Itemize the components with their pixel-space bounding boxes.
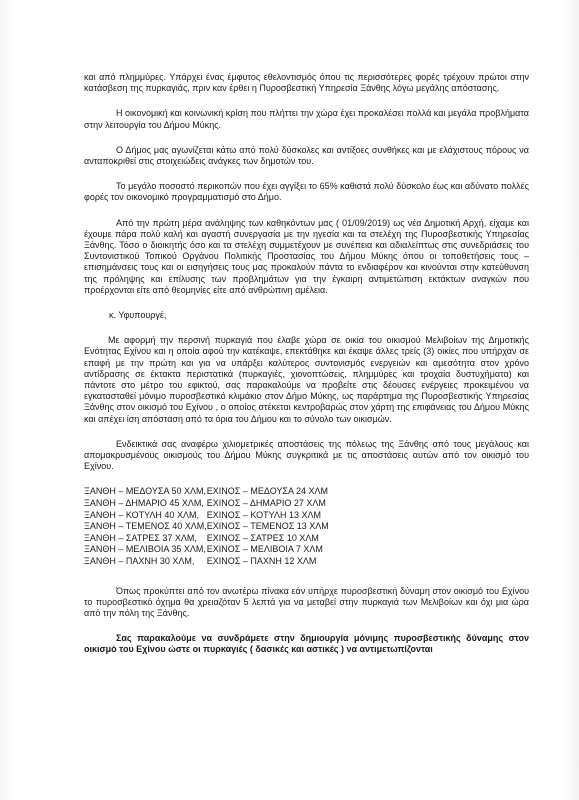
- echinos-distance: ΕΧΙΝΟΣ – ΜΕΛΙΒΟΙΑ 7 ΧΛΜ: [206, 544, 323, 555]
- table-row: [84, 521, 329, 533]
- xanthi-distance: ΞΑΝΘΗ – ΣΑΤΡΕΣ 37 ΧΛΜ,: [84, 532, 197, 543]
- paragraph-budget-cuts: Το μεγάλο ποσοστό περικοπών που έχει αγγίξει το 65% καθιστά πολύ δύσκολο έως και αδύνατο πολλές φορές τον οικονομικό προγραμματισμό στο Δήμο.: [84, 181, 529, 203]
- echinos-distance: ΕΧΙΝΟΣ – ΔΗΜΑΡΙΟ 27 ΧΛΜ: [206, 498, 326, 509]
- table-row: [84, 498, 329, 510]
- paragraph-economic-crisis: Η οικονομική και κοινωνική κρίση που πλήττει την χώρα έχει προκαλέσει πολλά και μεγάλα προβλήματα στην λειτουργία του Δήμου Μύκης.: [84, 108, 529, 130]
- echinos-distance: ΕΧΙΝΟΣ – ΚΟΤΥΛΗ 13 ΧΛΜ: [206, 509, 321, 520]
- xanthi-distance: ΞΑΝΘΗ – ΤΕΜΕΝΟΣ 40 ΧΛΜ,: [84, 521, 207, 532]
- table-row: [84, 544, 329, 556]
- xanthi-distance: ΞΑΝΘΗ – ΠΑΧΝΗ 30 ΧΛΜ,: [84, 556, 195, 567]
- table-row: [84, 510, 329, 522]
- paragraph-conclusion: Όπως προκύπτει από τον ανωτέρω πίνακα εάν υπήρχε πυροσβεστική δύναμη στον οικισμό του Εχίνου το πυροσβεστικό όχημα θα χρειαζόταν 5 λεπτά για να μεταβεί στην πυρκαγιά των Μελιβοίων και όχι μια ώρα από την πόλη της Ξάνθης.: [84, 585, 529, 619]
- echinos-distance: ΕΧΙΝΟΣ – ΠΑΧΝΗ 12 ΧΛΜ: [206, 556, 317, 567]
- xanthi-distance: ΞΑΝΘΗ – ΜΕΛΙΒΟΙΑ 35 ΧΛΜ,: [84, 544, 206, 555]
- xanthi-distance: ΞΑΝΘΗ – ΜΕΔΟΥΣΑ 50 ΧΛΜ,: [84, 486, 206, 497]
- echinos-distance: ΕΧΙΝΟΣ – ΜΕΔΟΥΣΑ 24 ΧΛΜ: [206, 486, 329, 497]
- xanthi-distance: ΞΑΝΘΗ – ΚΟΤΥΛΗ 40 ΧΛΜ,: [84, 509, 199, 520]
- xanthi-distance: ΞΑΝΘΗ – ΔΗΜΑΡΙΟ 45 ΧΛΜ,: [84, 498, 204, 509]
- paragraph-fire-request: Με αφορμή την περσινή πυρκαγιά που έλαβε χώρα σε οικία του οικισμού Μελιβοίων της Δημοτικής Ενότητας Εχίνου και η οποία αφού την κατέκαψε, επεκτάθηκε και έκαψε άλλες τρείς (3) οικίες που υπήρχαν σε επαφή με την πρώτη και για να υπάρξει καλύτερος συντονισμός ενεργειών και αμεσότητα στον χρόνο αντίδρασης σε έκτακτα περιστατικά (πυρκαγιές, χιονοπτώσεις, πλημμύρες και τροχαία δυστυχήματα) και πάντοτε στο μέτρο του εφικτού, σας παρακαλούμε να προβείτε στις δέουσες ενέργειες προκειμένου να εγκατασταθεί μόνιμο πυροσβεστικό κλιμάκιο στον Δήμο Μύκης, ως παράρτημα της Πυροσβεστικής Υπηρεσίας Ξάνθης στον οικισμό του Εχίνου , ο οποίος στέκεται κεντροβαρώς στον χάρτη της επιφάνειας του Δήμου Μύκης και απέχει ίση απόσταση από τα όρια του Δήμου και το σύνολο των οικισμών.: [84, 335, 529, 424]
- paragraph-distances-intro: Ενδεικτικά σας αναφέρω χιλιομετρικές αποστάσεις της πόλεως της Ξάνθης από τους μεγάλους και απομακρυσμένους οικισμούς του Δήμου Μύκης συγκριτικά με τις αποστάσεις αυτών από τον οικισμό του Εχίνου.: [84, 438, 529, 472]
- distance-table: [84, 486, 329, 567]
- letter-body: [84, 72, 529, 670]
- paragraph-cooperation: Από την πρώτη μέρα ανάληψης των καθηκόντων μας ( 01/09/2019) ως νέα Δημοτική Αρχή, είχαμε και έχουμε πάρα πολύ καλή και αγαστή συνεργασία με την ηγεσία και τα στελέχη της Πυροσβεστικής Υπηρεσίας Ξάνθης. Τόσο ο διοικητής όσο και τα στελέχη συμμετέχουν με συνέπεια και αδιαλείπτως στις συνεδριάσεις του Συντονιστικού Τοπικού Οργάνου Πολιτικής Προστασίας του Δήμου Μύκης όπου οι τοποθετήσεις τους – επισημάνσεις τους και οι εισηγήσεις τους μας προκαλούν πάντα το ενδιαφέρον και κινούνται στην κατεύθυνση της πρόληψης και επίλυσης των προβλημάτων για την έγκαιρη αντιμετώπιση εκτάκτων αναγκών που προέρχονται είτε από θεομηνίες είτε από ανθρώπινη αμέλεια.: [84, 217, 529, 295]
- salutation: κ. Υφυπουργέ,: [109, 310, 167, 321]
- table-row: [84, 486, 329, 498]
- echinos-distance: ΕΧΙΝΟΣ – ΤΕΜΕΝΟΣ 13 ΧΛΜ: [206, 521, 329, 532]
- paragraph-closing-request: Σας παρακαλούμε να συνδράμετε στην δημιουργία μόνιμης πυροσβεστικής δύναμης στον οικισμό του Εχίνου ώστε οι πυρκαγιές ( δασικές και αστικές ) να αντιμετωπίζονται: [84, 633, 529, 655]
- paragraph-municipality-struggle: Ο Δήμος μας αγωνίζεται κάτω από πολύ δύσκολες και αντίξοες συνθήκες και με ελάχιστους πόρους να ανταποκριθεί στις στοιχειώδεις ανάγκες των δημοτών του.: [84, 144, 529, 167]
- table-row: [84, 533, 329, 545]
- echinos-distance: ΕΧΙΝΟΣ – ΣΑΤΡΕΣ 10 ΧΛΜ: [206, 532, 319, 543]
- table-row: [84, 556, 329, 568]
- paragraph-volunteerism: και από πλημμύρες. Υπάρχει ένας έμφυτος εθελοντισμός όπου τις περισσότερες φορές τρέχουν πρώτοι στην κατάσβεση της πυρκαγιάς, πριν καν έρθει η Πυροσβεστική Υπηρεσία Ξάνθης λόγω μεγάλης απόστασης.: [84, 72, 529, 94]
